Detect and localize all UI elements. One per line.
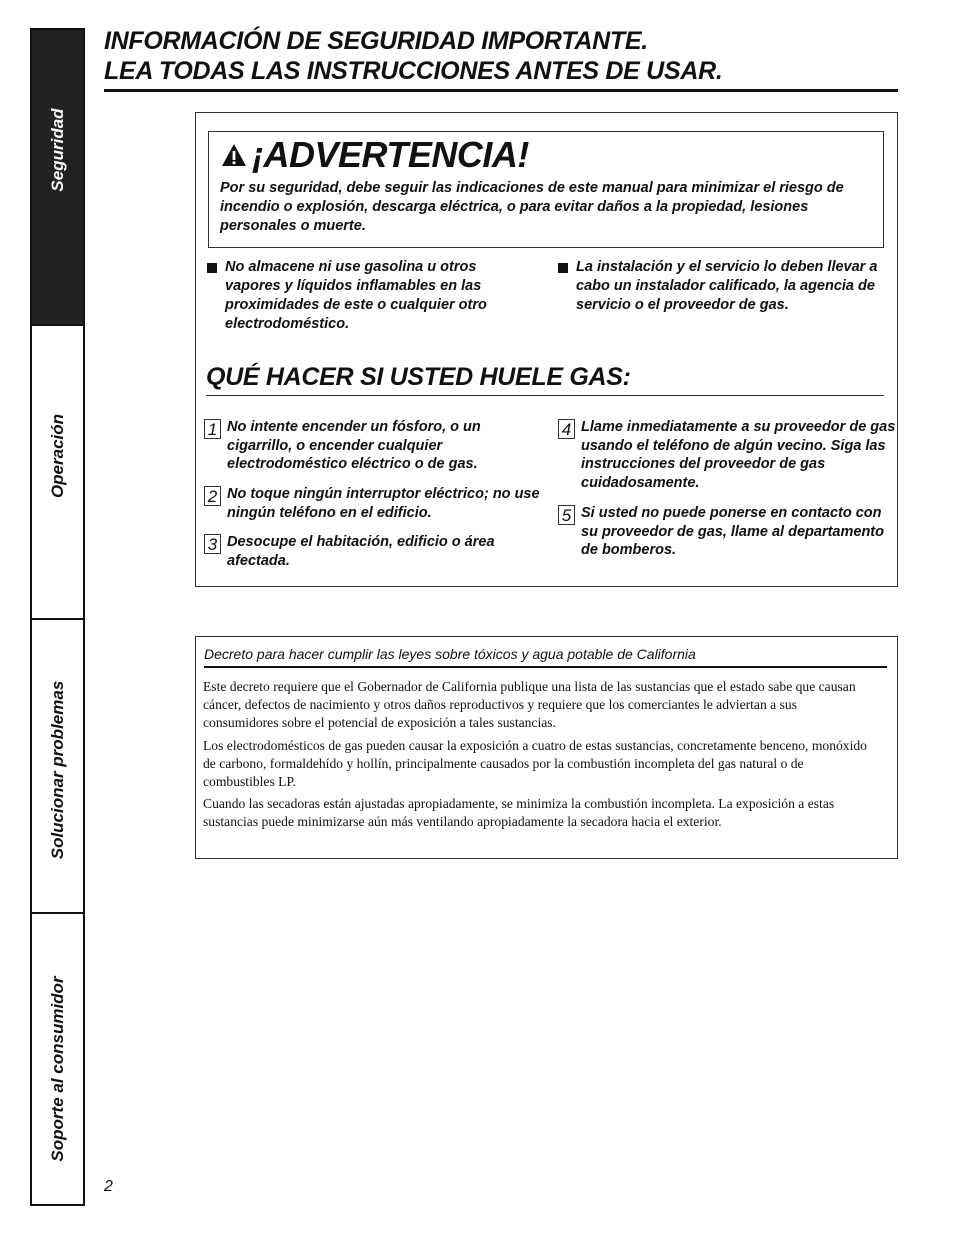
step-text: Desocupe el habitación, edificio o área afectada. [227,534,495,569]
california-paragraph: Los electrodomésticos de gas pueden causar la exposición a cuatro de estas sustancias, concretamente benceno, monóxido de carbono, formaldehído y hollín, principalmente causados por la combustión incompleta del gas natural o de combustibles LP. [203,738,867,789]
step-text: Si usted no puede ponerse en contacto con su proveedor de gas, llame al departamento de bomberos. [581,505,884,558]
bullet-item [558,258,894,315]
tab-solucionar-problemas[interactable] [32,620,83,914]
warning-box [195,112,898,587]
tab-label: Seguridad [47,108,67,192]
page-number: 2 [104,1178,113,1195]
tab-soporte-consumidor[interactable] [32,914,83,1204]
gas-step [558,418,901,492]
step-number: 4 [558,419,575,439]
tab-label: Soporte al consumidor [47,976,67,1162]
advertencia-body: Por su seguridad, debe seguir las indicaciones de este manual para minimizar el riesgo de incendio o explosión, descarga eléctrica, o para evitar daños a la propiedad, lesiones personales o muerte. [220,180,844,234]
gas-step [204,418,547,474]
tab-label: Operación [47,413,67,499]
square-bullet-icon [207,263,217,273]
california-paragraph: Cuando las secadoras están ajustadas apropiadamente, se minimiza la combustión incompleta. La exposición a estas sustancias puede minimizarse aún más ventilando apropiadamente la secadora hacia el exterior. [203,796,835,829]
header-line-1: INFORMACIÓN DE SEGURIDAD IMPORTANTE. [104,27,648,55]
advertencia-box [208,131,884,248]
step-text: No intente encender un fósforo, o un cigarrillo, o encender cualquier electrodoméstico eléctrico o de gas. [227,419,481,472]
gas-step [204,485,547,522]
step-number: 3 [204,534,221,554]
page-header [104,26,898,92]
california-box [195,636,898,859]
gas-step [204,533,547,570]
header-line-2: LEA TODAS LAS INSTRUCCIONES ANTES DE USAR. [104,57,723,85]
california-heading: Decreto para hacer cumplir las leyes sobre tóxicos y agua potable de California [204,646,887,668]
side-tabs [30,28,85,1206]
tab-label: Solucionar problemas [47,680,67,860]
california-paragraph: Este decreto requiere que el Gobernador de California publique una lista de las sustancias que el estado sabe que causan cáncer, defectos de nacimiento y otros daños reproductivos y requiere que los comerciantes le adviertan a sus consumidores sobre el potencial de exposición a tales sustancias. [203,679,856,730]
bullet-item [207,258,525,334]
step-text: Llame inmediatamente a su proveedor de gas usando el teléfono de algún vecino. Siga las instrucciones del proveedor de gas cuidadosamente. [581,419,896,491]
advertencia-text: ¡ADVERTENCIA! [252,134,529,175]
bullet-text: No almacene ni use gasolina u otros vapores y líquidos inflamables en las proximidades de este o cualquier otro electrodoméstico. [225,259,487,332]
step-number: 1 [204,419,221,439]
square-bullet-icon [558,263,568,273]
step-number: 5 [558,505,575,525]
gas-step [558,504,901,560]
step-text: No toque ningún interruptor eléctrico; no use ningún teléfono en el edificio. [227,486,540,521]
tab-operacion[interactable] [32,326,83,620]
warning-triangle-icon [221,143,247,167]
gas-heading: QUÉ HACER SI USTED HUELE GAS: [206,363,884,396]
tab-seguridad[interactable] [32,30,83,326]
advertencia-title [221,134,529,176]
step-number: 2 [204,486,221,506]
bullet-text: La instalación y el servicio lo deben llevar a cabo un instalador calificado, la agencia de servicio o el proveedor de gas. [576,259,878,313]
